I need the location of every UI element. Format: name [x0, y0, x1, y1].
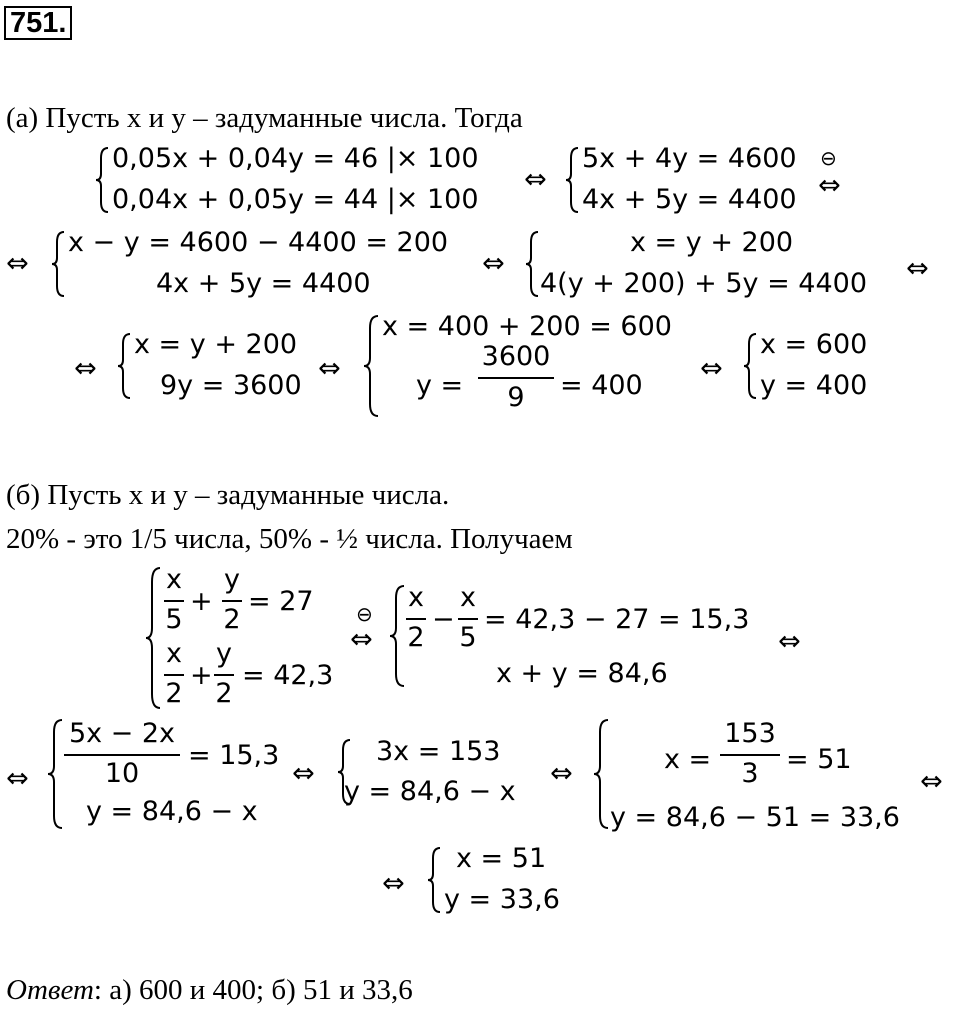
a-s7-line1: x = 600 [760, 329, 868, 360]
b-t1-minus: − [432, 604, 455, 635]
a-s3-line1: x − y = 4600 − 4400 = 200 [68, 227, 449, 258]
brace [594, 718, 610, 830]
equiv-symbol: ⇔ [524, 164, 547, 195]
brace [364, 314, 380, 418]
a-s6-fraction-num: 3600 [481, 341, 551, 372]
fraction-bar [406, 618, 426, 620]
a-s2-line1: 5x + 4y = 4600 [582, 143, 797, 174]
b-e1-d5: 5 [165, 604, 183, 635]
brace [52, 230, 66, 298]
b-e2-d2b: 2 [215, 678, 233, 709]
equiv-symbol: ⇔ [778, 626, 801, 657]
part-a-intro: (а) Пусть x и y – задуманные числа. Тогда [6, 102, 523, 134]
b-w1-den: 3 [741, 758, 759, 789]
fraction-bar [720, 754, 780, 756]
b-e2-right: = 42,3 [242, 660, 334, 691]
ominus-symbol: ⊖ [356, 602, 373, 626]
b-e2-x: x [166, 638, 182, 669]
fraction-bar [222, 600, 242, 602]
equiv-symbol: ⇔ [292, 758, 315, 789]
fraction-bar [64, 754, 180, 756]
answer-line [6, 976, 413, 1005]
b-v1: 3x = 153 [376, 736, 501, 767]
b-u1-num: 5x − 2x [68, 718, 176, 749]
brace [526, 230, 540, 298]
fraction-bar [458, 618, 478, 620]
b-u1-den: 10 [104, 758, 140, 789]
b-t1-x2: x [460, 582, 476, 613]
b-e2-d2: 2 [165, 678, 183, 709]
equiv-symbol: ⇔ [6, 248, 29, 279]
fraction-bar [478, 377, 554, 379]
answer-text: : а) 600 и 400; б) 51 и 33,6 [93, 974, 413, 1006]
equiv-symbol: ⇔ [74, 353, 97, 384]
answer-label: Ответ [6, 974, 94, 1006]
equiv-symbol: ⇔ [700, 353, 723, 384]
brace [48, 718, 64, 830]
b-e1-d2: 2 [223, 604, 241, 635]
a-s6-result: = 400 [560, 370, 643, 401]
b-e2-y: y [216, 638, 232, 669]
b-z1: x = 51 [456, 843, 547, 874]
brace [390, 584, 406, 688]
a-s4-line2: 4(y + 200) + 5y = 4400 [540, 268, 867, 299]
part-b-line2: 20% - это 1/5 числа, 50% - ½ числа. Получаем [6, 523, 573, 555]
b-u2: y = 84,6 − x [86, 796, 258, 827]
fraction-bar [214, 674, 234, 676]
equiv-symbol: ⇔ [350, 624, 373, 655]
equiv-symbol: ⇔ [6, 763, 29, 794]
b-w1-num: 153 [724, 718, 776, 749]
a-s1-line2: 0,04x + 0,05y = 44 |× 100 [112, 184, 479, 215]
b-v2: y = 84,6 − x [344, 776, 516, 807]
equiv-symbol: ⇔ [482, 248, 505, 279]
equiv-symbol: ⇔ [382, 868, 405, 899]
a-s7-line2: y = 400 [760, 370, 868, 401]
b-w2: y = 84,6 − 51 = 33,6 [610, 802, 900, 833]
brace [146, 566, 162, 710]
equiv-symbol: ⇔ [318, 353, 341, 384]
b-u1-right: = 15,3 [188, 740, 280, 771]
b-e1-x: x [166, 564, 182, 595]
ominus-symbol: ⊖ [820, 146, 837, 170]
b-t1-right: = 42,3 − 27 = 15,3 [484, 604, 750, 635]
fraction-bar [164, 674, 184, 676]
b-e1-plus: + [190, 586, 213, 617]
b-e1-y: y [224, 564, 240, 595]
part-b-intro: (б) Пусть x и y – задуманные числа. [6, 479, 450, 511]
b-t2: x + y = 84,6 [496, 658, 668, 689]
a-s6-line1: x = 400 + 200 = 600 [382, 311, 672, 342]
equiv-symbol: ⇔ [818, 170, 841, 201]
a-s6-fraction-den: 9 [507, 382, 525, 413]
b-t1-x1: x [408, 582, 424, 613]
a-s2-line2: 4x + 5y = 4400 [582, 184, 797, 215]
a-s4-line1: x = y + 200 [630, 227, 794, 258]
a-s5-line2: 9y = 3600 [160, 370, 302, 401]
a-s1-line1: 0,05x + 0,04y = 46 |× 100 [112, 143, 479, 174]
b-e2-plus: + [190, 660, 213, 691]
brace [428, 846, 442, 914]
b-w1-left: x = [664, 744, 712, 775]
brace [118, 332, 132, 400]
brace [744, 332, 758, 400]
fraction-bar [164, 600, 184, 602]
brace [566, 146, 580, 214]
problem-number: 751. [4, 6, 72, 40]
equiv-symbol: ⇔ [550, 758, 573, 789]
a-s3-line2: 4x + 5y = 4400 [156, 268, 371, 299]
equiv-symbol: ⇔ [920, 766, 943, 797]
a-s6-y: y = [416, 370, 464, 401]
b-t1-d5: 5 [459, 622, 477, 653]
b-w1-right: = 51 [786, 744, 852, 775]
b-z2: y = 33,6 [444, 884, 560, 915]
a-s5-line1: x = y + 200 [134, 329, 298, 360]
brace [96, 146, 110, 214]
equiv-symbol: ⇔ [906, 253, 929, 284]
b-t1-d2: 2 [407, 622, 425, 653]
b-e1-right: = 27 [248, 586, 314, 617]
